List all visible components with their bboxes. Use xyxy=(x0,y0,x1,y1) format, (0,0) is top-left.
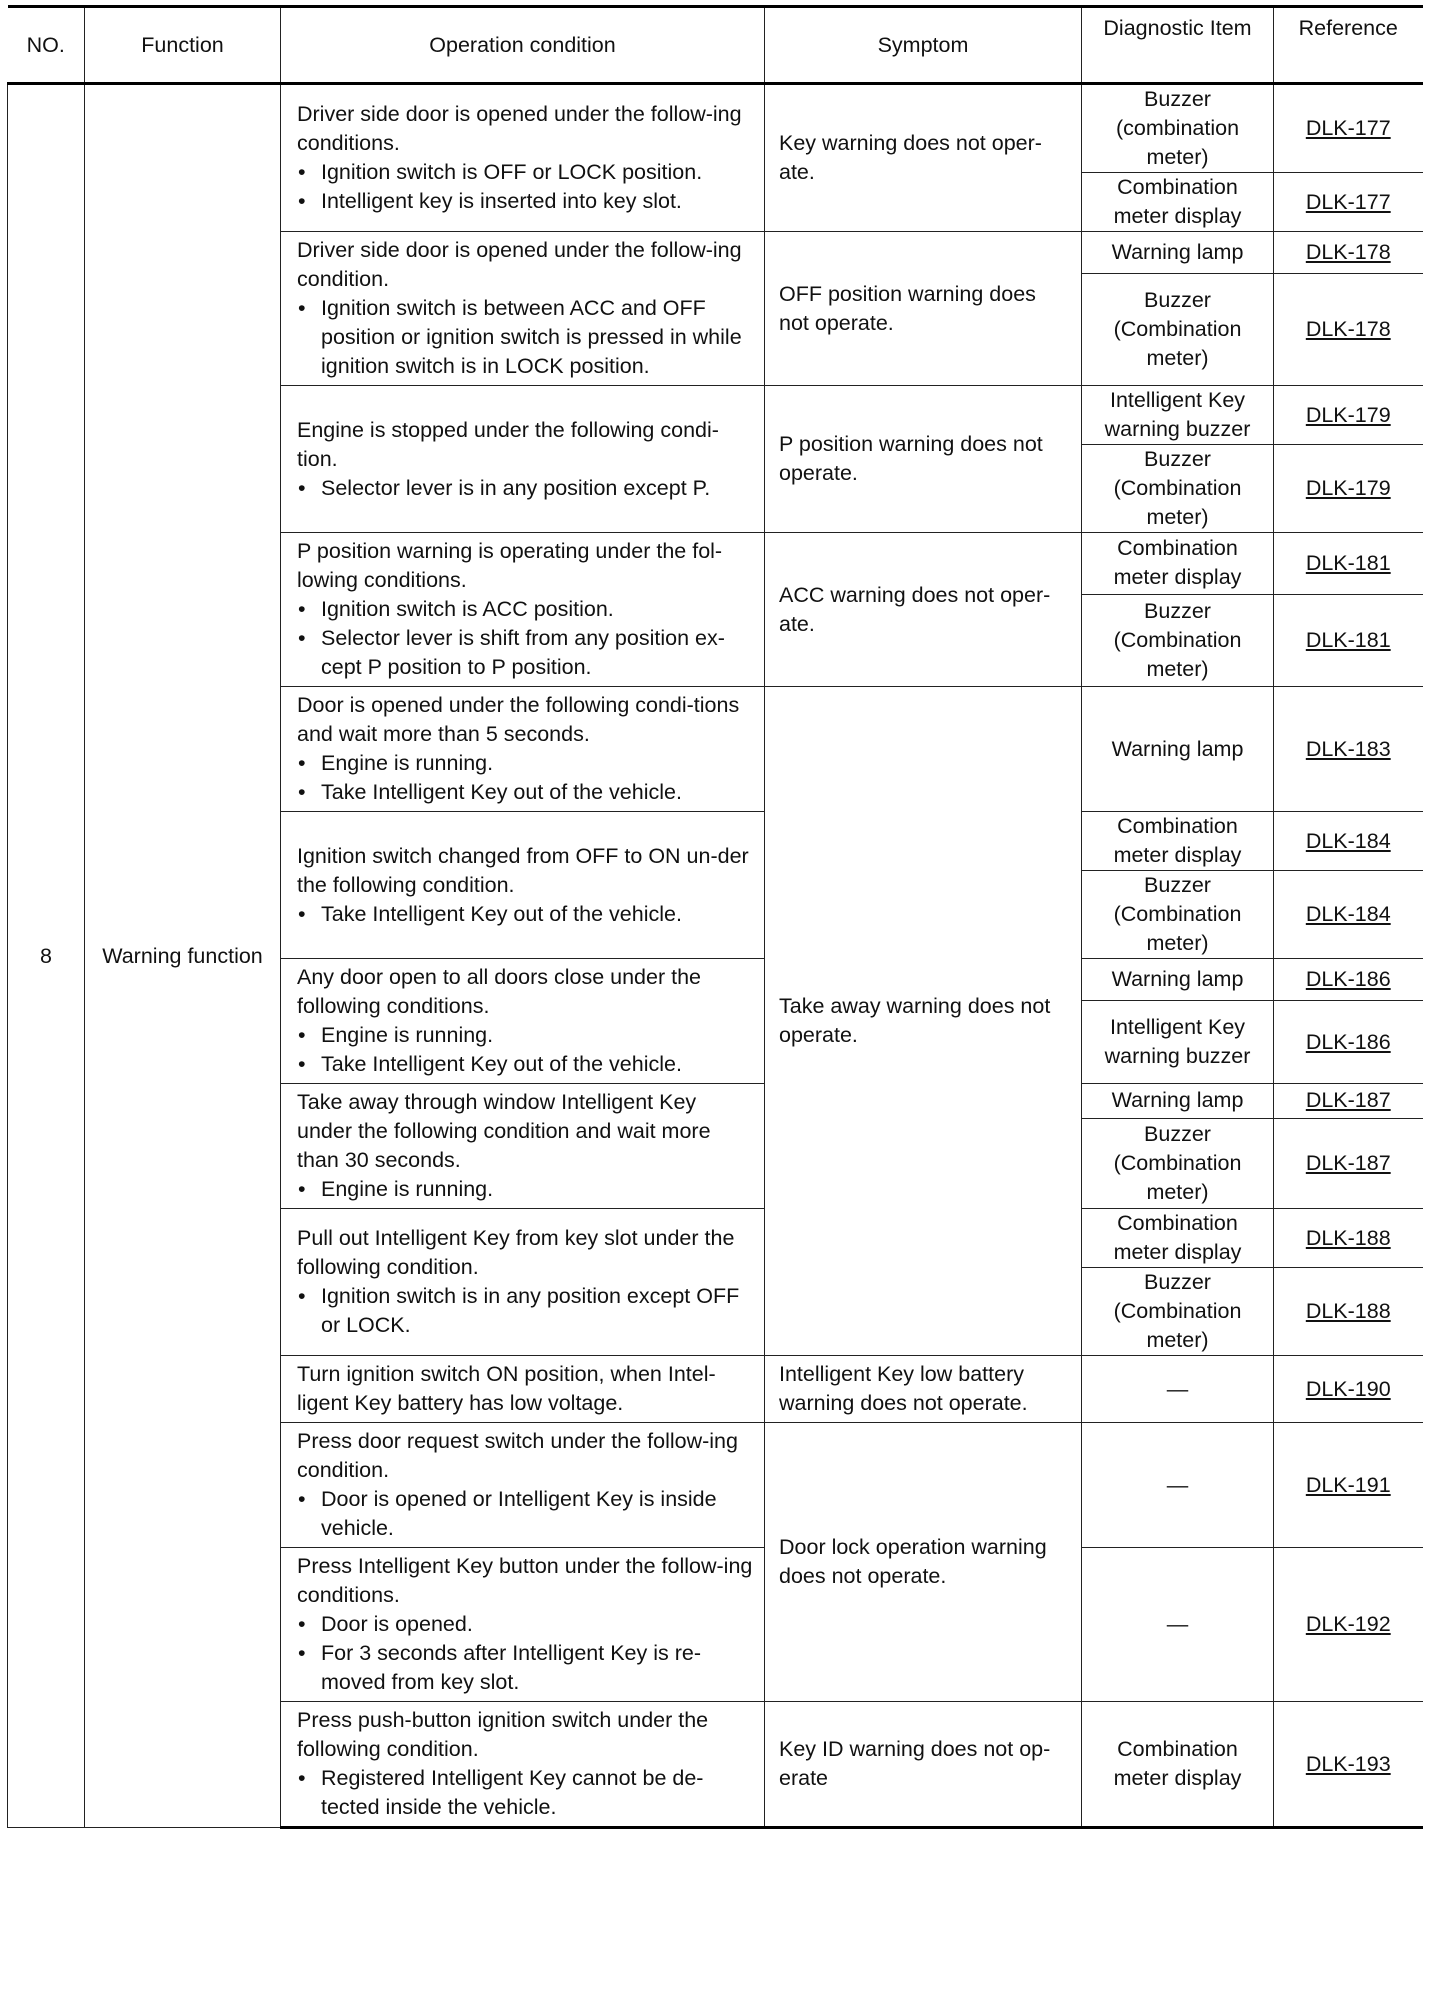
reference-cell xyxy=(1274,812,1423,871)
reference-link[interactable]: DLK-188 xyxy=(1305,1299,1391,1323)
condition-bullets xyxy=(297,294,754,381)
header-operation-condition: Operation condition xyxy=(281,7,765,84)
reference-link[interactable]: DLK-183 xyxy=(1305,736,1391,761)
reference-link[interactable]: DLK-184 xyxy=(1305,902,1391,926)
reference-cell xyxy=(1274,1084,1423,1119)
reference-link[interactable]: DLK-178 xyxy=(1305,316,1391,341)
condition-bullets xyxy=(297,158,754,216)
reference-cell xyxy=(1274,273,1423,385)
reference-cell xyxy=(1274,533,1423,595)
condition-bullet: • Door is opened. xyxy=(297,1610,754,1639)
condition-bullets xyxy=(297,1485,754,1543)
reference-cell xyxy=(1274,871,1423,959)
condition-text: Take away through window Intelligent Key under the following condition and wait more than 30 seconds. xyxy=(297,1090,711,1172)
condition-text: Any door open to all doors close under the following conditions. xyxy=(297,965,701,1018)
reference-link[interactable]: DLK-186 xyxy=(1305,1029,1391,1054)
condition-bullets xyxy=(297,474,754,503)
condition-bullets xyxy=(297,749,754,807)
operation-condition xyxy=(281,687,765,812)
symptom: P position warning does not operate. xyxy=(765,386,1082,533)
operation-condition xyxy=(281,812,765,959)
operation-condition xyxy=(281,1702,765,1828)
diagnostic-item: Buzzer (combination meter) xyxy=(1082,84,1274,173)
condition-text: Pull out Intelligent Key from key slot under the following condition. xyxy=(297,1226,735,1279)
operation-condition xyxy=(281,1356,765,1423)
condition-bullet: • Take Intelligent Key out of the vehicle. xyxy=(297,900,754,929)
operation-condition xyxy=(281,232,765,386)
operation-condition xyxy=(281,533,765,687)
condition-bullet: • Registered Intelligent Key cannot be de-tected inside the vehicle. xyxy=(297,1764,754,1822)
header-no: NO. xyxy=(8,7,85,84)
diagnostic-item: Buzzer (Combination meter) xyxy=(1082,1268,1274,1356)
operation-condition xyxy=(281,84,765,232)
condition-bullet: • Engine is running. xyxy=(297,749,754,778)
condition-bullet: • Door is opened or Intelligent Key is inside vehicle. xyxy=(297,1485,754,1543)
condition-bullet: • Engine is running. xyxy=(297,1021,754,1050)
condition-text: P position warning is operating under the fol-lowing conditions. xyxy=(297,539,723,592)
reference-cell xyxy=(1274,1356,1423,1423)
condition-bullets xyxy=(297,1764,754,1822)
condition-bullets xyxy=(297,1175,754,1204)
header-reference: Reference xyxy=(1274,7,1423,84)
diagnostic-item: — xyxy=(1082,1423,1274,1548)
condition-bullet: • Ignition switch is between ACC and OFF position or ignition switch is pressed in while ignition switch is in LOCK position. xyxy=(297,294,754,381)
condition-bullet: • For 3 seconds after Intelligent Key is re-moved from key slot. xyxy=(297,1639,754,1697)
condition-text: Turn ignition switch ON position, when Intel-ligent Key battery has low voltage. xyxy=(297,1362,716,1415)
reference-cell xyxy=(1274,173,1423,232)
diagnostic-item: Warning lamp xyxy=(1082,959,1274,1001)
reference-link[interactable]: DLK-177 xyxy=(1305,116,1391,140)
diagnostic-item: Warning lamp xyxy=(1082,687,1274,812)
reference-link[interactable]: DLK-181 xyxy=(1305,627,1391,652)
condition-bullet: • Ignition switch is OFF or LOCK position. xyxy=(297,158,754,187)
reference-cell xyxy=(1274,386,1423,445)
reference-link[interactable]: DLK-191 xyxy=(1305,1472,1391,1497)
reference-cell xyxy=(1274,959,1423,1001)
symptom: ACC warning does not oper-ate. xyxy=(765,533,1082,687)
reference-link[interactable]: DLK-179 xyxy=(1305,476,1391,500)
condition-text: Door is opened under the following condi-tions and wait more than 5 seconds. xyxy=(297,693,740,746)
operation-condition xyxy=(281,1084,765,1209)
reference-cell xyxy=(1274,594,1423,686)
diagnostic-item: Combination meter display xyxy=(1082,812,1274,871)
reference-link[interactable]: DLK-186 xyxy=(1305,967,1391,992)
diagnostic-item: — xyxy=(1082,1548,1274,1702)
reference-cell xyxy=(1274,687,1423,812)
reference-link[interactable]: DLK-178 xyxy=(1305,239,1391,264)
symptom: Key warning does not oper-ate. xyxy=(765,84,1082,232)
reference-cell xyxy=(1274,445,1423,533)
reference-link[interactable]: DLK-179 xyxy=(1305,402,1391,427)
symptom: Door lock operation warning does not operate. xyxy=(765,1423,1082,1702)
table-row xyxy=(8,84,1423,173)
condition-text: Driver side door is opened under the follow-ing condition. xyxy=(297,238,742,291)
reference-link[interactable]: DLK-184 xyxy=(1305,828,1391,853)
condition-bullet: • Intelligent key is inserted into key slot. xyxy=(297,187,754,216)
diagnostic-item: Buzzer (Combination meter) xyxy=(1082,871,1274,959)
reference-cell xyxy=(1274,1702,1423,1828)
condition-bullets xyxy=(297,1282,754,1340)
reference-cell xyxy=(1274,1001,1423,1084)
reference-cell xyxy=(1274,232,1423,274)
reference-link[interactable]: DLK-177 xyxy=(1305,189,1391,214)
diagnostic-item: Buzzer (Combination meter) xyxy=(1082,594,1274,686)
reference-link[interactable]: DLK-181 xyxy=(1305,550,1391,575)
header-diagnostic-item: Diagnostic Item xyxy=(1082,7,1274,84)
condition-bullet: • Ignition switch is ACC position. xyxy=(297,595,754,624)
row-number: 8 xyxy=(8,84,85,1828)
symptom: Take away warning does not operate. xyxy=(765,687,1082,1356)
diagnostic-item: Combination meter display xyxy=(1082,173,1274,232)
reference-link[interactable]: DLK-188 xyxy=(1305,1225,1391,1250)
condition-text: Press Intelligent Key button under the follow-ing conditions. xyxy=(297,1554,753,1607)
reference-link[interactable]: DLK-192 xyxy=(1305,1612,1391,1636)
operation-condition xyxy=(281,1209,765,1356)
condition-bullets xyxy=(297,1610,754,1697)
condition-text: Press door request switch under the follow-ing condition. xyxy=(297,1429,738,1482)
header-row xyxy=(8,7,1423,84)
condition-bullets xyxy=(297,900,754,929)
symptom: Intelligent Key low battery warning does not operate. xyxy=(765,1356,1082,1423)
reference-link[interactable]: DLK-187 xyxy=(1305,1088,1391,1113)
condition-text: Driver side door is opened under the follow-ing conditions. xyxy=(297,102,742,155)
function-name: Warning function xyxy=(85,84,281,1828)
diagnostic-item: Intelligent Key warning buzzer xyxy=(1082,386,1274,445)
diagnostic-item: Buzzer (Combination meter) xyxy=(1082,1118,1274,1208)
symptom: Key ID warning does not op-erate xyxy=(765,1702,1082,1828)
symptom: OFF position warning does not operate. xyxy=(765,232,1082,386)
reference-cell xyxy=(1274,1209,1423,1268)
reference-cell xyxy=(1274,1423,1423,1548)
operation-condition xyxy=(281,1548,765,1702)
reference-cell xyxy=(1274,1268,1423,1356)
condition-bullet: • Ignition switch is in any position except OFF or LOCK. xyxy=(297,1282,754,1340)
condition-bullet: • Selector lever is shift from any position ex-cept P position to P position. xyxy=(297,624,754,682)
reference-cell xyxy=(1274,84,1423,173)
condition-bullets xyxy=(297,595,754,682)
condition-bullets xyxy=(297,1021,754,1079)
diagnosis-table xyxy=(7,5,1423,1829)
condition-text: Ignition switch changed from OFF to ON un-der the following condition. xyxy=(297,843,749,897)
condition-bullet: • Selector lever is in any position except P. xyxy=(297,474,754,503)
diagnostic-item: Combination meter display xyxy=(1082,1209,1274,1268)
reference-cell xyxy=(1274,1548,1423,1702)
reference-link[interactable]: DLK-187 xyxy=(1305,1150,1391,1175)
diagnostic-item: Warning lamp xyxy=(1082,1084,1274,1119)
header-function: Function xyxy=(85,7,281,84)
diagnostic-item: Buzzer (Combination meter) xyxy=(1082,445,1274,533)
table-body xyxy=(8,84,1423,1828)
reference-link[interactable]: DLK-190 xyxy=(1305,1376,1391,1401)
diagnostic-item: Combination meter display xyxy=(1082,1702,1274,1828)
condition-bullet: • Take Intelligent Key out of the vehicle. xyxy=(297,1050,754,1079)
condition-bullet: • Take Intelligent Key out of the vehicle. xyxy=(297,778,754,807)
diagnostic-item: Intelligent Key warning buzzer xyxy=(1082,1001,1274,1084)
operation-condition xyxy=(281,1423,765,1548)
reference-cell xyxy=(1274,1118,1423,1208)
diagnostic-item: — xyxy=(1082,1356,1274,1423)
operation-condition xyxy=(281,386,765,533)
header-symptom: Symptom xyxy=(765,7,1082,84)
condition-text: Press push-button ignition switch under the following condition. xyxy=(297,1708,709,1761)
diagnostic-item: Buzzer (Combination meter) xyxy=(1082,273,1274,385)
condition-text: Engine is stopped under the following condi-tion. xyxy=(297,417,719,471)
condition-bullet: • Engine is running. xyxy=(297,1175,754,1204)
reference-link[interactable]: DLK-193 xyxy=(1305,1751,1391,1776)
diagnostic-item: Warning lamp xyxy=(1082,232,1274,274)
operation-condition xyxy=(281,959,765,1084)
diagnostic-item: Combination meter display xyxy=(1082,533,1274,595)
